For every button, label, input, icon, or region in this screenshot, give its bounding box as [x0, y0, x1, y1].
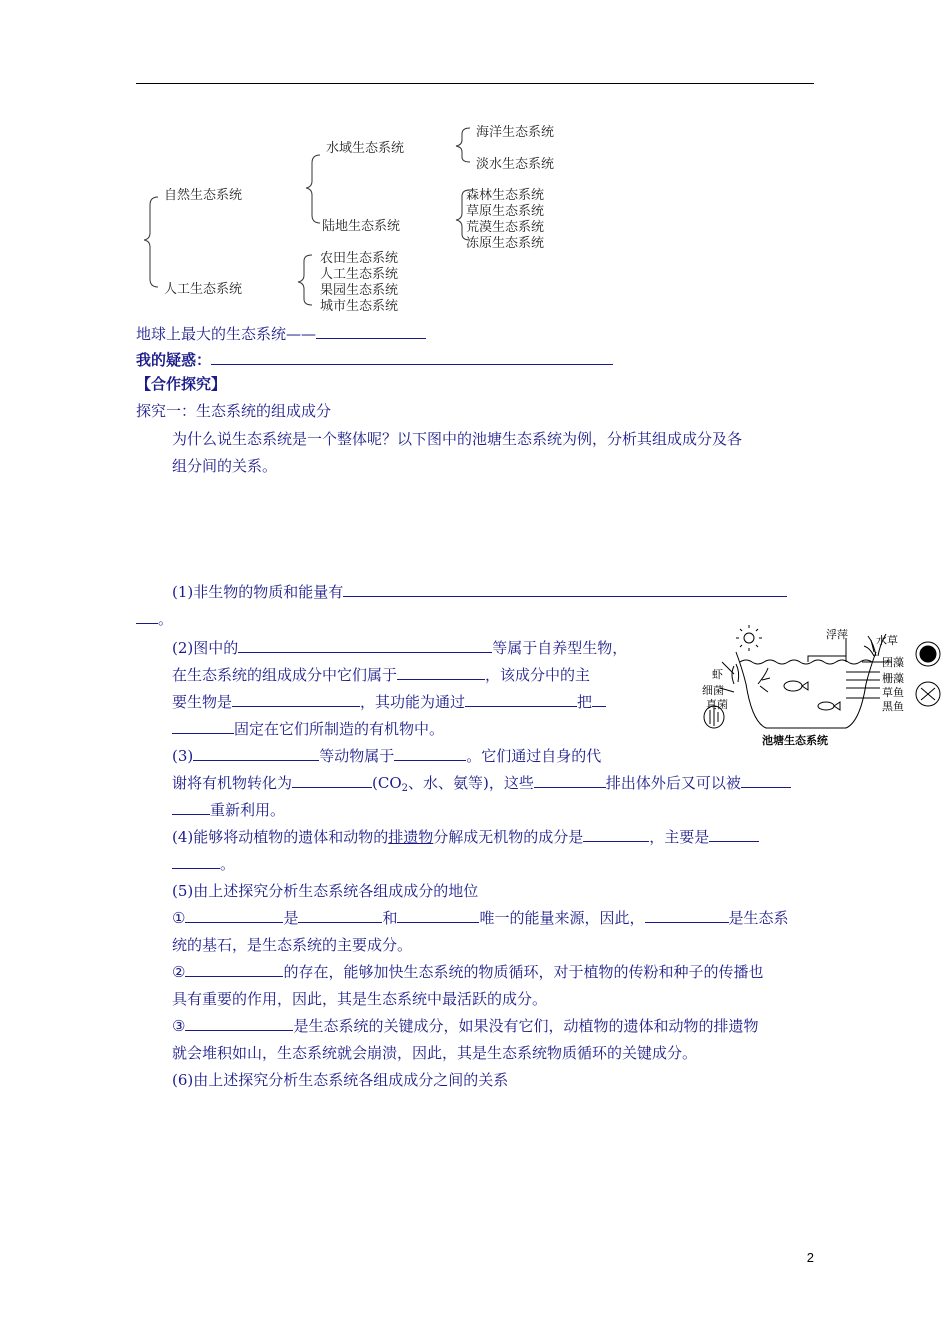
pond-diagram: [696, 622, 950, 750]
pond-outline: [736, 652, 876, 728]
c1-blank-4[interactable]: [645, 904, 729, 923]
c1-blank-1[interactable]: [185, 904, 283, 923]
intro-line-1: 为什么说生态系统是一个整体呢？以下图中的池塘生态系统为例，分析其组成成分及各: [172, 430, 743, 448]
label-bacteria: 细菌: [702, 684, 724, 697]
sun-icon: [744, 633, 754, 643]
q2-blank-4[interactable]: [465, 688, 577, 707]
q3-line-1: (3) 等动物属于 。它们通过自身的代: [172, 742, 601, 770]
c1-blank-3[interactable]: [397, 904, 479, 923]
answer-blank[interactable]: [316, 320, 426, 339]
c2-line-2: 具有重要的作用，因此，其是生态系统中最活跃的成分。: [172, 990, 548, 1008]
q1-tail: 。: [136, 605, 173, 633]
explore1-heading: 探究一：生态系统的组成成分: [136, 402, 332, 420]
c3-line-1: ③ 是生态系统的关键成分，如果没有它们，动植物的遗体和动物的排遗物: [172, 1012, 758, 1040]
q2-line-3: 要生物是 ，其功能为通过 把: [172, 688, 606, 716]
tree-artificial-item: 农田生态系统: [320, 251, 399, 266]
coop-heading: 【合作探究】: [136, 375, 227, 393]
c2-line-1: ② 的存在，能够加快生态系统的物质循环，对于植物的传粉和种子的传播也: [172, 958, 763, 986]
page-number: 2: [806, 1250, 814, 1265]
q3-blank-5-cont[interactable]: [172, 796, 210, 815]
label-snakehead: 黑鱼: [882, 700, 904, 713]
header-rule: [136, 83, 814, 84]
q2-line-1: (2)图中的 等属于自养型生物，: [172, 634, 627, 662]
q3-blank-5[interactable]: [741, 769, 791, 788]
q3-line-2: 谢将有机物转化为 ($CO_2$、水、氨等)，这些 排出体外后又可以被: [172, 769, 791, 803]
c1-blank-2[interactable]: [298, 904, 382, 923]
c3-blank[interactable]: [185, 1012, 293, 1031]
q1-blank[interactable]: [343, 578, 787, 597]
q2-blank-5[interactable]: [592, 688, 606, 707]
q4-line-1: (4)能够将动植物的遗体和动物的排遗物分解成无机物的成分是 ，主要是: [172, 823, 759, 851]
q2-blank-1[interactable]: [238, 634, 492, 653]
q4-line-2: 。: [172, 850, 235, 878]
q4-blank-2-cont[interactable]: [172, 850, 220, 869]
q1-line: (1)非生物的物质和能量有: [172, 578, 787, 606]
q3-blank-2[interactable]: [394, 742, 466, 761]
label-scenedesmus: 栅藻: [882, 672, 904, 685]
q4-blank-1[interactable]: [583, 823, 649, 842]
intro-line-2: 组分间的关系。: [172, 457, 278, 475]
tree-artificial-item: 城市生态系统: [320, 299, 399, 314]
tree-land-item: 冻原生态系统: [466, 236, 545, 251]
tree-land-item: 荒漠生态系统: [466, 220, 545, 235]
tree-land-item: 森林生态系统: [466, 188, 545, 203]
shrimp-icon: [758, 668, 770, 692]
ecosystem-tree: [140, 115, 600, 315]
pond-ecosystem-figure: [696, 622, 950, 750]
label-fungi: 真菌: [706, 698, 728, 711]
tree-natural: 自然生态系统: [164, 188, 243, 203]
q5-heading: (5)由上述探究分析生态系统各组成成分的地位: [172, 882, 479, 900]
tree-land-item: 草原生态系统: [466, 204, 545, 219]
q2-blank-2[interactable]: [397, 661, 485, 680]
c2-blank[interactable]: [185, 958, 283, 977]
doubt-blank[interactable]: [211, 346, 613, 365]
q3-line-3: 重新利用。: [172, 796, 285, 824]
label-grass-carp: 草鱼: [882, 686, 904, 699]
largest-ecosystem-line: 地球上最大的生态系统——: [136, 320, 426, 348]
q1-blank-cont[interactable]: [136, 605, 158, 624]
c1-line-1: ① 是 和 唯一的能量来源，因此， 是生态系: [172, 904, 789, 932]
q2-line-4: 固定在它们所制造的有机物中。: [172, 715, 444, 743]
c3-line-2: 就会堆积如山，生态系统就会崩溃，因此，其是生态系统物质循环的关键成分。: [172, 1044, 698, 1062]
q3-blank-3[interactable]: [292, 769, 372, 788]
tree-artificial: 人工生态系统: [164, 282, 243, 297]
tree-artificial-item: 人工生态系统: [320, 267, 399, 282]
q2-line-2: 在生态系统的组成成分中它们属于 ，该成分中的主: [172, 661, 590, 689]
label-volvox: 团藻: [882, 656, 904, 669]
tree-water-item: 淡水生态系统: [476, 157, 555, 172]
figure-caption: 池塘生态系统: [762, 734, 828, 747]
label-waterweed: 水草: [876, 634, 898, 647]
tree-land: 陆地生态系统: [322, 219, 401, 234]
q3-blank-1[interactable]: [193, 742, 319, 761]
q6-heading: (6)由上述探究分析生态系统各组成成分之间的关系: [172, 1071, 509, 1089]
q4-blank-2[interactable]: [709, 823, 759, 842]
tree-artificial-item: 果园生态系统: [320, 283, 399, 298]
tree-water-item: 海洋生态系统: [476, 125, 555, 140]
q3-blank-4[interactable]: [534, 769, 606, 788]
tree-water: 水域生态系统: [326, 141, 405, 156]
label-shrimp: 虾: [712, 668, 723, 681]
c1-line-2: 统的基石，是生态系统的主要成分。: [172, 936, 413, 954]
q2-blank-5-cont[interactable]: [172, 715, 234, 734]
q2-blank-3[interactable]: [232, 688, 360, 707]
doubt-line: 我的疑惑：: [136, 346, 613, 374]
label-duckweed: 浮萍: [826, 628, 848, 641]
